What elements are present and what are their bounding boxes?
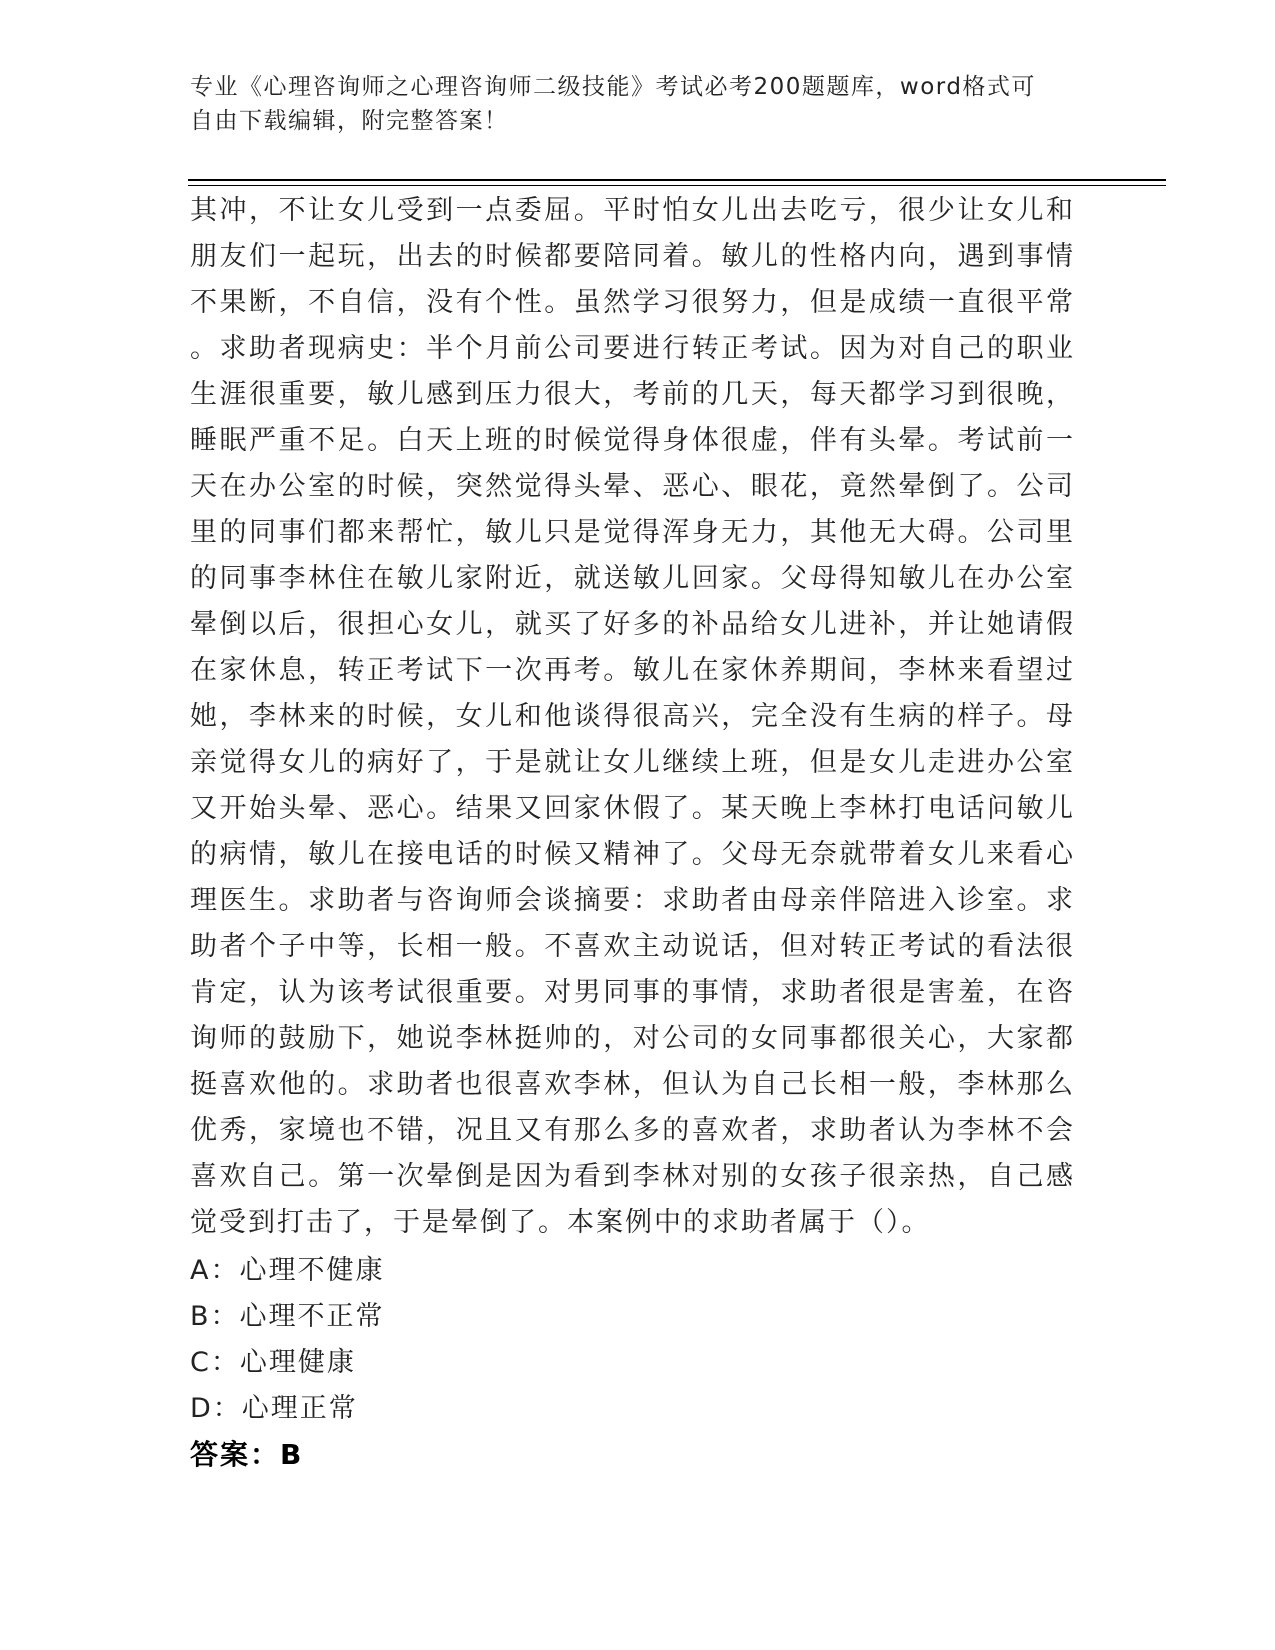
answer-line: 答案：B [190, 1438, 304, 1471]
option-d: D：心理正常 [190, 1393, 358, 1424]
page-header-text: 专业《心理咨询师之心理咨询师二级技能》考试必考200题题库，word格式可自由下载编辑，附完整答案！ [190, 74, 1036, 134]
options-list [190, 1248, 1075, 1432]
option-b: B：心理不正常 [190, 1301, 385, 1332]
question-body-text: 其冲，不让女儿受到一点委屈。平时怕女儿出去吃亏，很少让女儿和朋友们一起玩，出去的时候都要陪同着。敏儿的性格内向，遇到事情不果断，不自信，没有个性。虽然学习很努力，但是成绩一直很平常。求助者现病史：半个月前公司要进行转正考试。因为对自己的职业生涯很重要，敏儿感到压力很大，考前的几天，每天都学习到很晚，睡眠严重不足。白天上班的时候觉得身体很虚，伴有头晕。考试前一天在办公室的时候，突然觉得头晕、恶心、眼花，竟然晕倒了。公司里的同事们都来帮忙，敏儿只是觉得浑身无力，其他无大碍。公司里的同事李林住在敏儿家附近，就送敏儿回家。父母得知敏儿在办公室晕倒以后，很担心女儿，就买了好多的补品给女儿进补，并让她请假在家休息，转正考试下一次再考。敏儿在家休养期间，李林来看望过她，李林来的时候，女儿和他谈得很高兴，完全没有生病的样子。母亲觉得女儿的病好了，于是就让女儿继续上班，但是女儿走进办公室又开始头晕、恶心。结果又回家休假了。某天晚上李林打电话问敏儿的病情，敏儿在接电话的时候又精神了。父母无奈就带着女儿来看心理医生。求助者与咨询师会谈摘要：求助者由母亲伴陪进入诊室。求助者个子中等，长相一般。不喜欢主动说话，但对转正考试的看法很肯定，认为该考试很重要。对男同事的事情，求助者很是害羞，在咨询师的鼓励下，她说李林挺帅的，对公司的女同事都很关心，大家都挺喜欢他的。求助者也很喜欢李林，但认为自己长相一般，李林那么优秀，家境也不错，况且又有那么多的喜欢者，求助者认为李林不会喜欢自己。第一次晕倒是因为看到李林对别的女孩子很亲热，自己感觉受到打击了，于是晕倒了。本案例中的求助者属于（）。 [190, 195, 1075, 1238]
header-rule [188, 179, 1166, 186]
option-a: A：心理不健康 [190, 1255, 385, 1286]
option-c: C：心理健康 [190, 1347, 356, 1378]
